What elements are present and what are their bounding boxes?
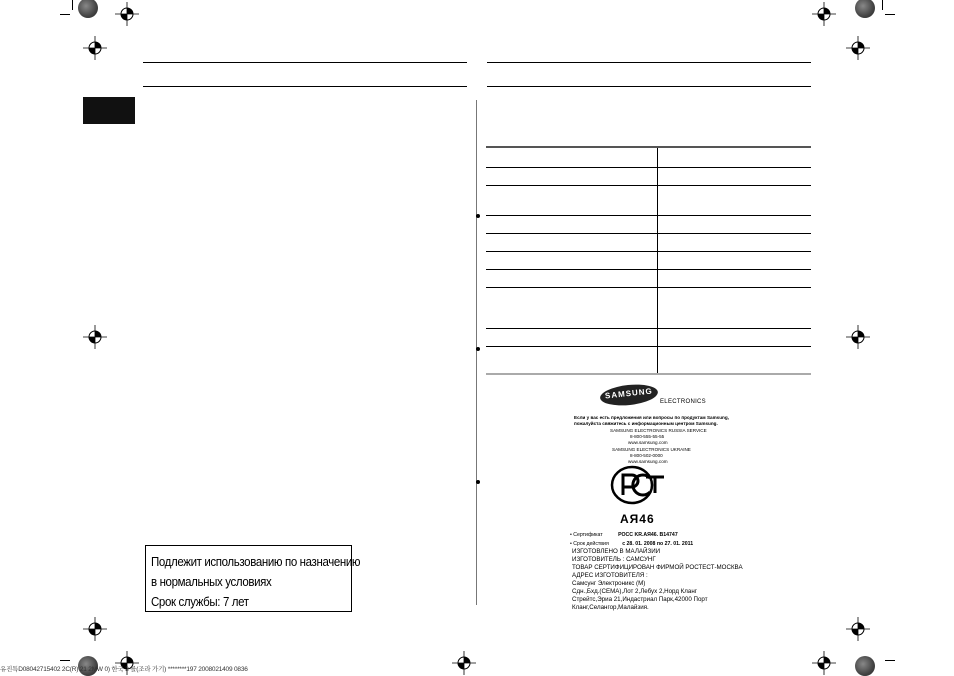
bullet-icon: • (570, 541, 572, 547)
color-density-disc-icon (855, 0, 875, 18)
right-header-rule-bottom (487, 86, 811, 87)
bullet-icon: • (570, 532, 572, 538)
trim-mark (60, 14, 70, 15)
service-life-notice (145, 545, 361, 612)
left-header-rule-top (143, 62, 467, 63)
electronics-label: ELECTRONICS (660, 399, 706, 405)
color-density-disc-icon (78, 0, 98, 18)
registration-mark-icon (452, 651, 476, 675)
notice-line: в нормальных условиях (151, 575, 272, 589)
center-fold-line (476, 100, 477, 605)
address-line: АДРЕС ИЗГОТОВИТЕЛЯ : (572, 572, 648, 579)
table-row (486, 186, 811, 216)
samsung-logo: SAMSUNG (599, 382, 659, 408)
notice-line: Подлежит использованию по назначению (151, 555, 361, 569)
address-line: Кланг,Селангор,Малайзия. (572, 604, 649, 611)
registration-mark-icon (83, 36, 107, 60)
address-line: Самсунг Электроникс (М) (572, 580, 646, 587)
mark-code: АЯ46 (620, 512, 655, 526)
language-tab (83, 97, 135, 124)
pct-certification-mark-icon (610, 465, 665, 505)
table-row (486, 288, 811, 329)
color-density-disc-icon (855, 656, 875, 676)
service-line: 8-800-502-0000 (630, 453, 663, 458)
service-line: SAMSUNG ELECTRONICS RUSSIA SERVICE (610, 428, 707, 433)
address-line: ИЗГОТОВЛЕНО В МАЛАЙЗИИ (572, 548, 661, 555)
registration-mark-icon (83, 325, 107, 349)
certificate-line: • Сертификат РОСС KR.АЯ46. В14747 (570, 532, 678, 538)
trim-mark (885, 14, 895, 15)
notice-line: Срок службы: 7 лет (151, 595, 249, 609)
address-line: ТОВАР СЕРТИФИЦИРОВАН ФИРМОЙ РОСТЕСТ-МОСКВА (572, 564, 743, 571)
table-row (486, 234, 811, 252)
registration-mark-icon (115, 2, 139, 26)
table-row (486, 270, 811, 288)
contact-line: пожалуйста свяжитесь с информационным центром Samsung. (574, 421, 718, 426)
registration-mark-icon (846, 36, 870, 60)
service-line: www.samsung.com (628, 440, 668, 445)
spec-table (486, 146, 811, 375)
trim-mark (72, 0, 73, 10)
fold-dot (476, 480, 480, 484)
contact-line: Если у вас есть предложения или вопросы по продуктам Samsung, (574, 415, 729, 420)
service-line: SAMSUNG ELECTRONICS UKRAINE (612, 447, 691, 452)
trim-mark (60, 660, 70, 661)
left-header-rule-bottom (143, 86, 467, 87)
print-slug: 유진특D08042715402 2C(R) 21 2MW 0) 한국 2 를(조라 가기) ********197 2008021409 0836 (0, 666, 248, 673)
address-line: ИЗГОТОВИТЕЛЬ : САМСУНГ (572, 556, 656, 563)
fold-dot (476, 347, 480, 351)
validity-line: • Срок действия с 28. 01. 2008 по 27. 01. 2011 (570, 541, 694, 547)
table-row (486, 252, 811, 270)
fold-dot (476, 214, 480, 218)
registration-mark-icon (812, 651, 836, 675)
table-row (486, 347, 811, 373)
table-row (486, 168, 811, 186)
address-line: Стрейтс,Эриа 21,Индастриал Парк,42000 Порт (572, 596, 708, 603)
trim-mark (885, 660, 895, 661)
right-header-rule-top (487, 62, 811, 63)
service-line: www.samsung.com (628, 459, 668, 464)
registration-mark-icon (812, 2, 836, 26)
table-row (486, 216, 811, 234)
trim-mark (882, 0, 883, 10)
address-line: Сдн.,Бхд.(СЕМА),Лот 2,Лебух 2,Норд Кланг (572, 588, 697, 595)
registration-mark-icon (846, 325, 870, 349)
service-line: 8-800-555-55-55 (630, 434, 665, 439)
table-row (486, 148, 811, 168)
table-row (486, 329, 811, 347)
registration-mark-icon (846, 617, 870, 641)
registration-mark-icon (83, 617, 107, 641)
